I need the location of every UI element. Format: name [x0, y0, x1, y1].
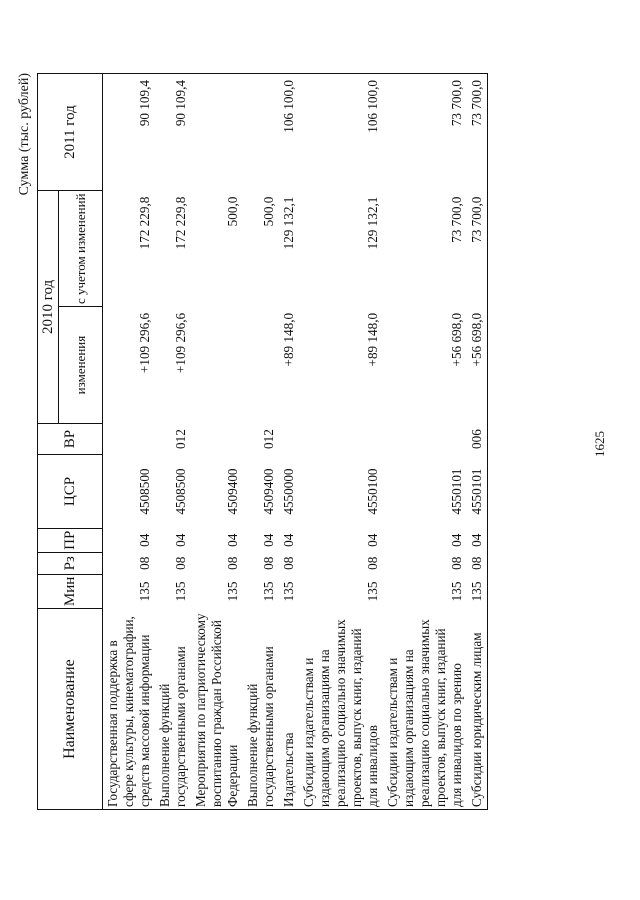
row-name: Мероприятия по патриотическому воспитанию граждан Российской Федерации	[191, 609, 243, 810]
row-changes: +56 698,0	[467, 307, 488, 423]
row-2011	[191, 74, 243, 191]
table-row	[383, 74, 467, 810]
header-pr: ПР	[38, 528, 103, 552]
header-changes: изменения	[59, 307, 103, 423]
row-name: Издательства	[279, 609, 299, 810]
row-changes: +89 148,0	[365, 312, 380, 367]
header-min: Мин	[38, 574, 103, 608]
row-2011: 106 100,0	[299, 74, 383, 191]
row-with-changes: 73 700,0	[467, 191, 488, 307]
page-number: 1625	[592, 431, 607, 457]
table-row	[299, 74, 383, 810]
header-csr: ЦСР	[38, 455, 103, 528]
units-caption: Сумма (тыс. рублей)	[17, 73, 32, 196]
row-pr: 04	[281, 533, 296, 547]
row-pr: 04	[225, 533, 240, 547]
row-min: 135	[365, 581, 380, 602]
row-csr: 4550100	[365, 468, 380, 515]
row-pr: 04	[173, 533, 188, 547]
row-csr: 4509400	[225, 468, 240, 515]
row-changes: +89 148,0	[281, 312, 296, 367]
row-pr: 04	[365, 533, 380, 547]
row-min: 135	[261, 581, 276, 602]
table-body	[103, 74, 488, 810]
row-csr: 4550101	[467, 455, 488, 528]
row-vr	[299, 423, 383, 455]
table-row	[279, 74, 299, 810]
row-name: Субсидии издательствам и издающим организациям на реализацию социально значимых проектов, выпуск книг, изданий для инвалидов	[299, 609, 383, 810]
row-with-changes: 129 132,1	[281, 196, 296, 250]
row-rz: 08	[449, 556, 464, 570]
row-with-changes: 172 229,8	[173, 196, 188, 250]
row-rz: 08	[365, 556, 380, 570]
row-vr	[103, 423, 156, 455]
header-with-changes: с учетом изменений	[59, 191, 103, 307]
row-2011: 106 100,0	[279, 74, 299, 191]
row-pr: 04	[449, 533, 464, 547]
table-header	[38, 74, 103, 810]
row-csr: 4550101	[449, 468, 464, 515]
row-rz: 08	[261, 556, 276, 570]
header-year-2011: 2011 год	[38, 74, 103, 191]
budget-table	[37, 73, 488, 810]
row-name: Субсидии издательствам и издающим организациям на реализацию социально значимых проектов, выпуск книг, изданий для инвалидов по зрению	[383, 609, 467, 810]
row-vr: 012	[261, 429, 276, 449]
row-pr: 04	[261, 533, 276, 547]
header-vr: ВР	[38, 423, 103, 455]
row-changes: +56 698,0	[449, 312, 464, 367]
row-rz: 08	[137, 556, 152, 570]
row-rz: 08	[281, 556, 296, 570]
table-row	[243, 74, 279, 810]
row-changes	[243, 307, 279, 423]
table-row	[103, 74, 156, 810]
row-min: 135	[137, 581, 152, 602]
row-2011: 73 700,0	[383, 74, 467, 191]
row-with-changes: 500,0	[225, 196, 240, 227]
header-year-2010: 2010 год	[38, 191, 59, 424]
row-vr: 012	[173, 429, 188, 449]
row-csr: 4550000	[281, 468, 296, 515]
row-vr: 006	[467, 423, 488, 455]
row-min: 135	[281, 581, 296, 602]
row-rz: 08	[225, 556, 240, 570]
row-vr	[383, 423, 467, 455]
row-vr	[191, 423, 243, 455]
row-min: 135	[225, 581, 240, 602]
row-name: Государственная поддержка в сфере культуры, кинематографии, средств массовой информации	[103, 609, 156, 810]
row-2011: 73 700,0	[467, 74, 488, 191]
table-row	[155, 74, 191, 810]
row-name: Выполнение функций государственными органами	[155, 609, 191, 810]
row-changes: +109 296,6	[173, 312, 188, 374]
row-pr: 04	[467, 528, 488, 552]
row-rz: 08	[467, 552, 488, 574]
row-min: 135	[467, 574, 488, 608]
row-with-changes: 172 229,8	[137, 196, 152, 250]
row-min: 135	[173, 581, 188, 602]
row-2011	[243, 74, 279, 191]
row-changes	[191, 307, 243, 423]
row-with-changes: 73 700,0	[449, 196, 464, 243]
row-with-changes: 500,0	[261, 196, 276, 227]
header-rz: Рз	[38, 552, 103, 574]
header-name: Наименование	[38, 609, 103, 810]
row-min: 135	[449, 581, 464, 602]
row-rz: 08	[173, 556, 188, 570]
row-vr	[279, 423, 299, 455]
row-pr: 04	[137, 533, 152, 547]
row-name: Выполнение функций государственными органами	[243, 609, 279, 810]
table-row	[467, 74, 488, 810]
row-name: Субсидии юридическим лицам	[467, 609, 488, 810]
row-2011: 90 109,4	[155, 74, 191, 191]
row-with-changes: 129 132,1	[365, 196, 380, 250]
row-changes: +109 296,6	[137, 312, 152, 374]
row-csr: 4509400	[261, 468, 276, 515]
row-csr: 4508500	[137, 468, 152, 515]
table-row	[191, 74, 243, 810]
row-2011: 90 109,4	[103, 74, 156, 191]
row-csr: 4508500	[173, 468, 188, 515]
